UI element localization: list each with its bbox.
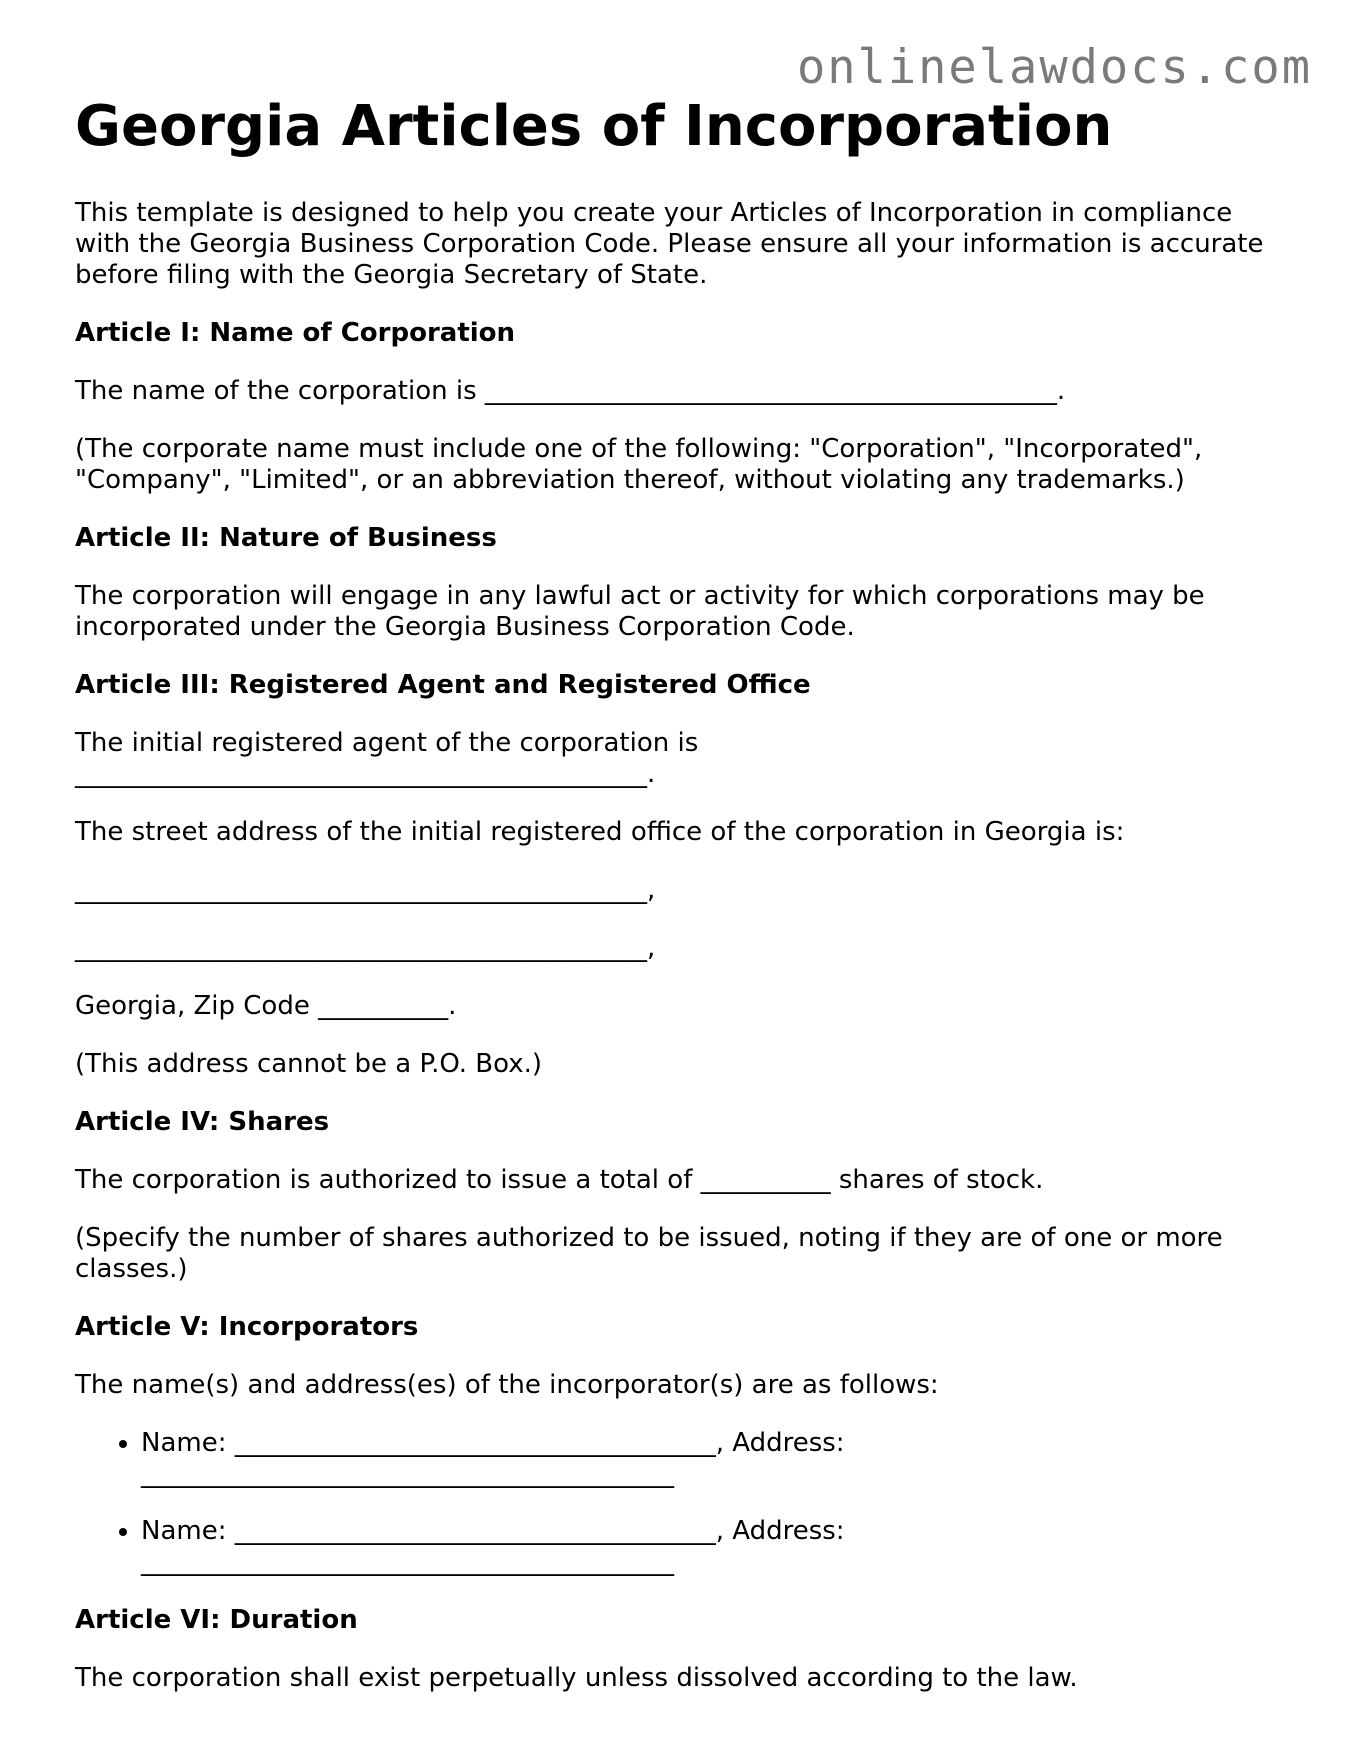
article-6-heading: Article VI: Duration (75, 1604, 358, 1635)
incorporators-list (75, 1428, 1275, 1578)
corporation-name-field: The name of the corporation is ____________________________________________. (75, 375, 1066, 406)
zip-code-field: Georgia, Zip Code __________. (75, 990, 457, 1021)
article-1-heading: Article I: Name of Corporation (75, 317, 516, 348)
article-5-heading: Article V: Incorporators (75, 1311, 419, 1342)
document-page (75, 96, 1275, 1721)
nature-of-business-text: The corporation will engage in any lawful act or activity for which corporations may be incorporated under the Georgia Business Corporation Code. (75, 580, 1205, 642)
article-6-section (75, 1605, 1275, 1694)
article-3-heading: Article III: Registered Agent and Registered Office (75, 669, 811, 700)
po-box-note: (This address cannot be a P.O. Box.) (75, 1048, 543, 1079)
article-3-section (75, 670, 1275, 1080)
article-1-section (75, 318, 1275, 496)
registered-agent-field (75, 728, 1275, 790)
incorporators-text: The name(s) and address(es) of the incorporator(s) are as follows: (75, 1369, 939, 1400)
registered-office-text: The street address of the initial registered office of the corporation in Georgia is: (75, 816, 1125, 847)
article-2-section (75, 523, 1275, 643)
corporate-name-note: (The corporate name must include one of the following: "Corporation", "Incorporated", "Company", "Limited", or an abbreviation thereof, without violating any trademarks.) (75, 433, 1203, 495)
article-4-section (75, 1107, 1275, 1285)
duration-text: The corporation shall exist perpetually unless dissolved according to the law. (75, 1662, 1078, 1693)
shares-note: (Specify the number of shares authorized to be issued, noting if they are of one or more classes.) (75, 1222, 1223, 1284)
article-2-heading: Article II: Nature of Business (75, 522, 497, 553)
intro-paragraph: This template is designed to help you create your Articles of Incorporation in compliance with the Georgia Business Corporation Code. Please ensure all your information is accurate before filing with the Georgia Secretary of State. (75, 197, 1264, 290)
article-5-section (75, 1312, 1275, 1578)
watermark: onlinelawdocs.com (796, 40, 1312, 95)
article-4-heading: Article IV: Shares (75, 1106, 330, 1137)
registered-agent-blank: ____________________________________________. (75, 758, 656, 789)
shares-field: The corporation is authorized to issue a total of __________ shares of stock. (75, 1164, 1044, 1195)
document-title: Georgia Articles of Incorporation (75, 94, 1113, 159)
registered-agent-text: The initial registered agent of the corporation is (75, 727, 699, 758)
address-line-1-blank: ____________________________________________, (75, 874, 656, 905)
incorporator-item: • Name: _____________________________________, Address: _________________________________________ (141, 1516, 1275, 1578)
address-line-2-blank: ____________________________________________, (75, 932, 656, 963)
incorporator-item: • Name: _____________________________________, Address: _________________________________________ (141, 1428, 1275, 1490)
